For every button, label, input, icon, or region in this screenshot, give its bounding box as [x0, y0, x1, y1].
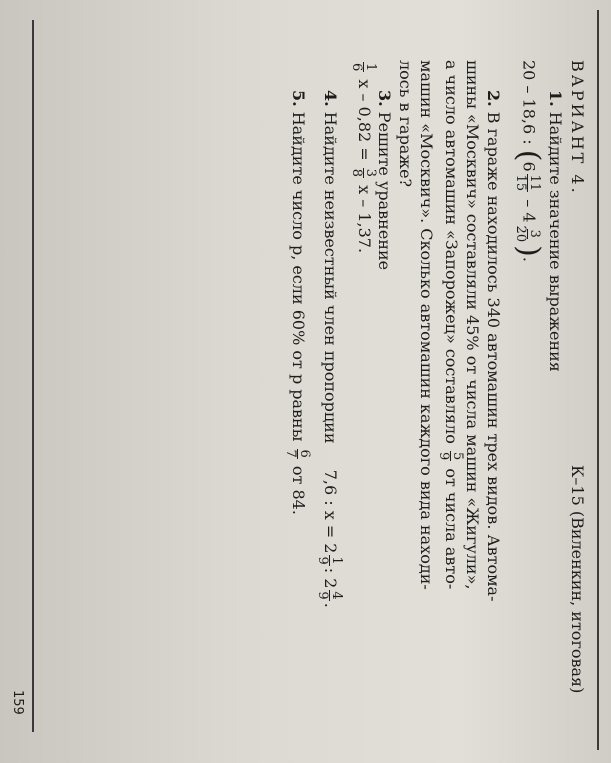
task-1-number: 1. — [546, 90, 565, 107]
fraction-1-9-den: 9 — [315, 556, 330, 565]
task-5-number: 5. — [289, 90, 308, 107]
variant-heading: ВАРИАНТ 4. — [568, 60, 587, 196]
fraction-1-9-num: 1 — [329, 556, 344, 565]
task-3-text: Решите уравнение — [375, 111, 394, 271]
task-5-end: от 84. — [289, 465, 308, 515]
expr-start: 20 – 18,6 : — [519, 60, 539, 145]
fraction-5-9 — [437, 451, 464, 461]
task-3 — [375, 90, 394, 270]
task-4-text: Найдите неизвестный член пропорции — [321, 111, 340, 444]
fraction-3-8-den: 8 — [349, 168, 364, 178]
page-number: 159 — [10, 690, 25, 715]
proportion-middle: : 2 — [321, 567, 340, 589]
fraction-4-9-den: 9 — [315, 591, 330, 600]
task-4 — [316, 90, 343, 608]
fraction-6-7-num: 6 — [297, 449, 312, 458]
equation-middle: x – 0,82 = — [355, 79, 374, 161]
task-5 — [284, 90, 311, 515]
task-2-text-1: В гараже находилось 340 автомашин трех видов. Автома- — [484, 111, 503, 602]
task-4-number: 4. — [321, 90, 340, 107]
fraction-b — [515, 225, 542, 244]
mixed-whole-a: 6 — [519, 161, 539, 172]
fraction-1-6 — [350, 62, 377, 72]
equation-end: x – 1,37. — [355, 185, 374, 254]
task-2-line-2: шины «Москвич» составляли 45% от числа машин «Жигули», — [463, 60, 482, 590]
task-2-line-5: лось в гараже? — [396, 60, 415, 188]
task-1-expression — [511, 60, 546, 262]
fraction-5-9-den: 9 — [436, 451, 451, 461]
top-rule — [598, 10, 600, 750]
fraction-1-6-den: 6 — [349, 63, 364, 72]
proportion-start: 7,6 : x = 2 — [321, 469, 340, 554]
task-1 — [546, 90, 565, 372]
fraction-1-6-num: 1 — [363, 63, 378, 72]
fraction-4-9-num: 4 — [329, 591, 344, 600]
fraction-3-8 — [350, 168, 377, 178]
fraction-5-9-num: 5 — [450, 451, 465, 461]
task-5-text: Найдите число p, если 60% от p равны — [289, 111, 308, 442]
fraction-4-9 — [316, 590, 343, 600]
fraction-a — [515, 174, 542, 193]
task-2-line-1 — [484, 90, 503, 601]
fraction-b-num: 3 — [527, 229, 543, 238]
task-2-text-3b: от числа авто- — [442, 468, 461, 590]
fraction-6-7-den: 7 — [283, 449, 298, 458]
bottom-rule — [33, 20, 35, 732]
task-2-line-3 — [437, 60, 464, 589]
task-2-text-3a: а число автомашин «Запорожец» составляло — [442, 60, 461, 444]
fraction-6-7 — [284, 449, 311, 459]
task-3-equation — [350, 60, 377, 253]
fraction-3-8-num: 3 — [363, 168, 378, 178]
minus-whole-b: – 4 — [519, 199, 539, 223]
proportion-end: . — [321, 602, 340, 608]
fraction-b-den: 20 — [513, 225, 529, 243]
fraction-1-9 — [316, 555, 343, 565]
task-2-line-4: машин «Москвич». Сколько автомашин каждого вида находи- — [417, 60, 436, 590]
right-paren: ) — [511, 245, 546, 257]
expr-end: . — [519, 256, 539, 262]
left-paren: ( — [511, 149, 546, 162]
task-2-number: 2. — [484, 90, 503, 107]
work-title: К–15 (Виленкин, итоговая) — [568, 465, 587, 694]
fraction-a-den: 15 — [513, 174, 529, 192]
task-1-text: Найдите значение выражения — [546, 111, 565, 372]
task-3-number: 3. — [375, 90, 394, 107]
fraction-a-num: 11 — [527, 174, 543, 192]
